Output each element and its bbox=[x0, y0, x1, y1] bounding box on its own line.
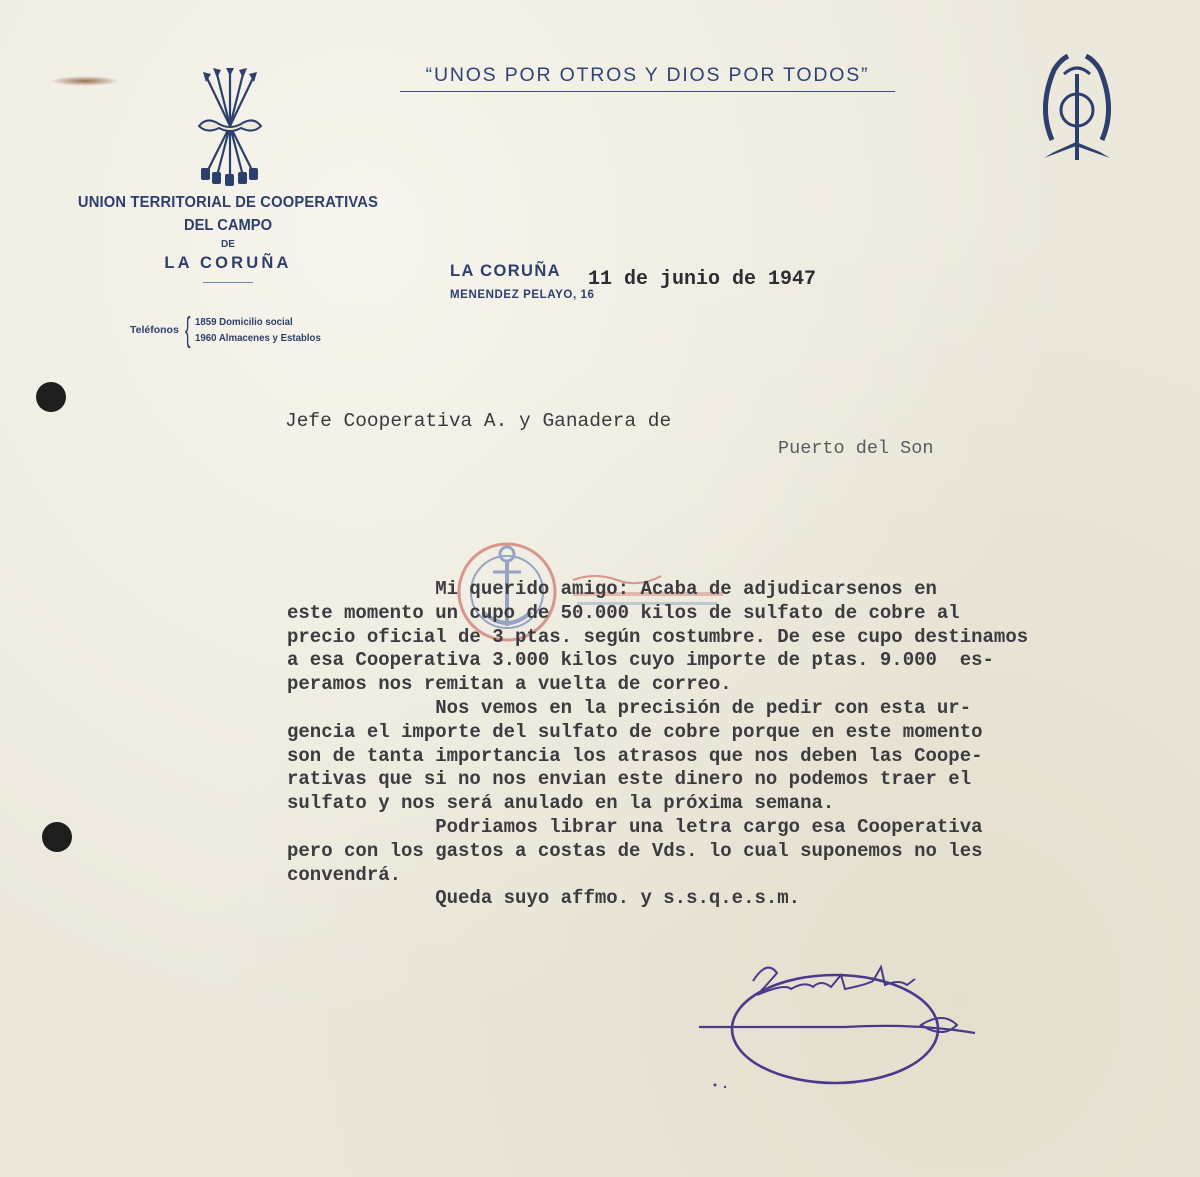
body-line: Podriamos librar una letra cargo esa Cooperativa bbox=[287, 815, 983, 838]
punch-hole-top bbox=[36, 382, 66, 412]
rust-stain bbox=[50, 76, 120, 86]
signature-mark bbox=[695, 945, 985, 1095]
phone-lines bbox=[195, 314, 332, 346]
body-line: Mi querido amigo: Acaba de adjudicarsenos en bbox=[287, 578, 937, 600]
body-line: gencia el importe del sulfato de cobre porque en este momento bbox=[287, 720, 983, 743]
org-divider bbox=[203, 282, 253, 283]
recipient-place: Puerto del Son bbox=[778, 438, 934, 459]
org-line-2: DEL CAMPO bbox=[183, 217, 273, 234]
body-line: son de tanta importancia los atrasos que nos deben las Coope- bbox=[287, 744, 983, 767]
cooperative-emblem-icon bbox=[1040, 48, 1114, 166]
body-line: Nos vemos en la precisión de pedir con esta ur- bbox=[287, 696, 972, 719]
letter-date: 11 de junio de 1947 bbox=[588, 268, 817, 291]
body-line: Queda suyo affmo. y s.s.q.e.s.m. bbox=[287, 887, 801, 910]
punch-hole-bottom bbox=[42, 822, 72, 852]
phone-line-2: 1960 Almacenes y Establos bbox=[195, 332, 322, 344]
motto: “UNOS POR OTROS Y DIOS POR TODOS” bbox=[400, 64, 895, 92]
street-address: MENENDEZ PELAYO, 16 bbox=[450, 289, 595, 301]
phone-block bbox=[130, 313, 332, 347]
org-line-1: UNION TERRITORIAL DE COOPERATIVAS bbox=[77, 194, 379, 211]
body-line: precio oficial de 3 ptas. según costumbre. De ese cupo destinamos bbox=[287, 625, 1029, 648]
body-line: peramos nos remitan a vuelta de correo. bbox=[287, 673, 732, 696]
body-line: este momento un cupo de 50.000 kilos de sulfato de cobre al bbox=[287, 601, 960, 624]
org-line-4: LA CORUÑA bbox=[164, 254, 292, 272]
brace-glyph: { bbox=[184, 311, 191, 349]
body-line: pero con los gastos a costas de Vds. lo cual suponemos no les bbox=[287, 839, 983, 862]
city-name: LA CORUÑA bbox=[450, 262, 561, 280]
body-line: convendrá. bbox=[287, 863, 402, 886]
city-address-block bbox=[450, 262, 595, 301]
recipient-line: Jefe Cooperativa A. y Ganadera de bbox=[285, 410, 672, 432]
org-line-3: DE bbox=[221, 239, 235, 250]
letter-body bbox=[287, 578, 1167, 911]
body-line: sulfato y nos será anulado en la próxima semana. bbox=[287, 792, 835, 815]
phones-label: Teléfonos bbox=[130, 324, 179, 336]
organization-name bbox=[60, 194, 396, 283]
body-line: rativas que si no nos envian este dinero no podemos traer el bbox=[287, 768, 972, 791]
body-line: a esa Cooperativa 3.000 kilos cuyo importe de ptas. 9.000 es- bbox=[287, 649, 994, 672]
yoke-and-arrows-icon bbox=[195, 68, 265, 186]
phone-line-1: 1859 Domicilio social bbox=[195, 316, 293, 328]
